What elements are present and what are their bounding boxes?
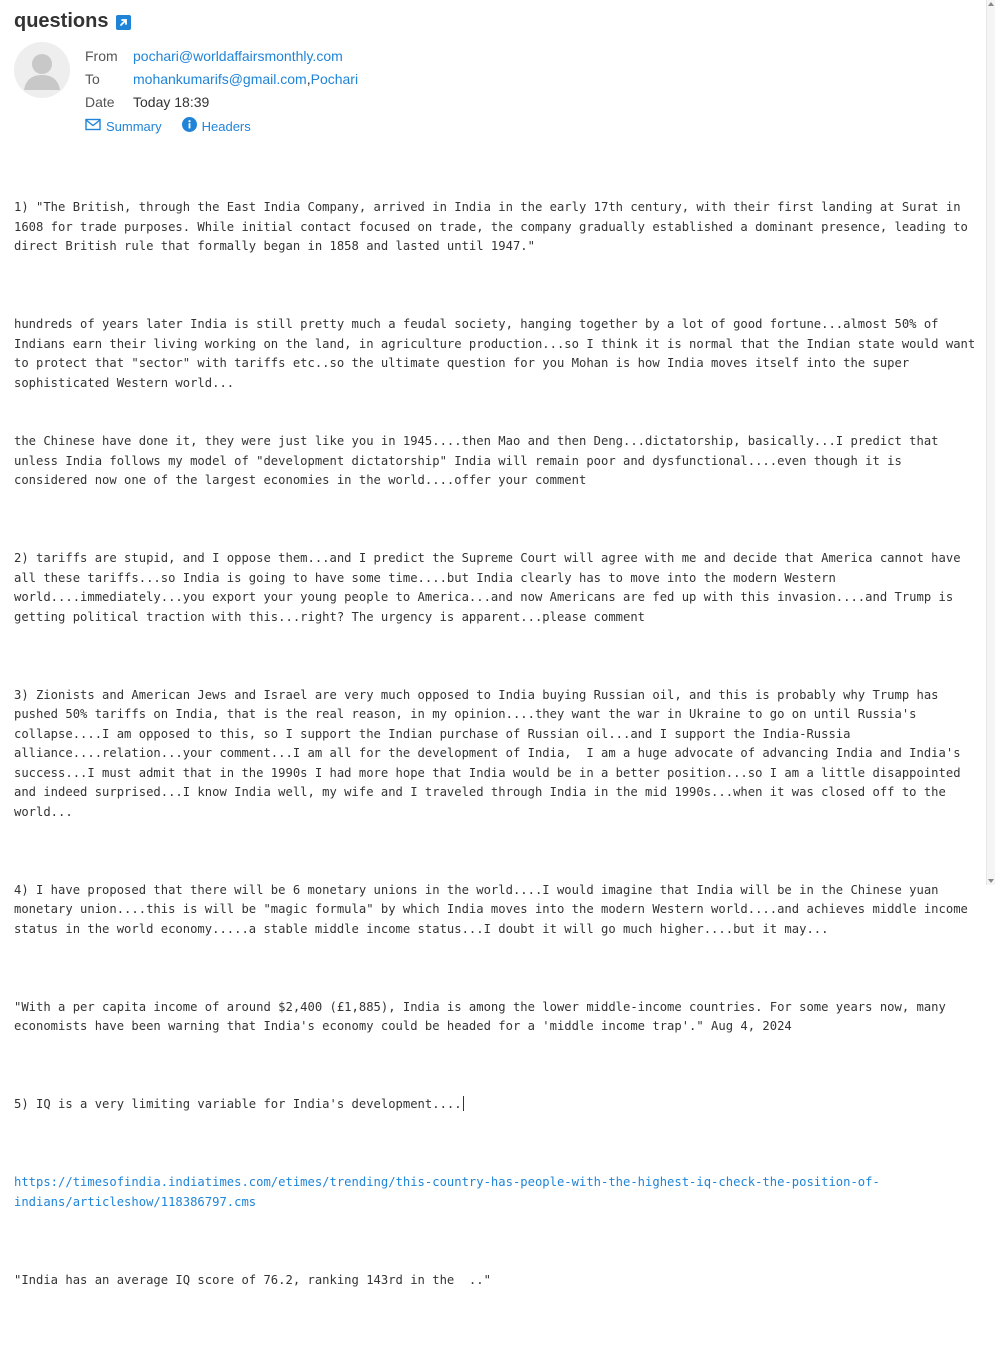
body-paragraph-2a: hundreds of years later India is still pretty much a feudal society, hanging together by a lot of good fortune...almost 50% of Indians earn their living working on the land, in agriculture production...so I think it is normal that the Indian state would want to protect that "sector" with tariffs etc..so the ultimate question for you Mohan is how India moves itself into the super sophisticated Western world... [14, 317, 983, 390]
to-address-link[interactable]: mohankumarifs@gmail.com [133, 70, 307, 87]
to-row [85, 67, 358, 90]
scroll-up-arrow-icon[interactable] [988, 2, 994, 6]
body-paragraph-4: 3) Zionists and American Jews and Israel are very much opposed to India buying Russian oil, and this is probably why Trump has pushed 50% tariffs on India, that is the real reason, in my opinion....they want the war in Ukraine to go on until Russia's collapse....I am opposed to this, so I support the Indian purchase of Russian oil...and I support the India-Russia alliance....relation...your comment...I am all for the development of India, I am a huge advocate of advancing India and India's success...I must admit that in the 1990s I had more hope that India would be in a better position...so I am a little disappointed and indeed surprised...I know India well, my wife and I traveled through India in the mid 1990s...when it was closed off to the world... [14, 687, 968, 819]
to-contact-link[interactable]: Pochari [310, 70, 359, 87]
from-row [85, 44, 358, 67]
summary-label: Summary [106, 118, 162, 134]
envelope-icon [85, 118, 101, 134]
user-avatar-icon [14, 42, 70, 98]
body-link-paragraph [14, 1173, 980, 1212]
to-separator: , [306, 70, 311, 87]
email-subject [14, 10, 131, 33]
date-label: Date [85, 93, 115, 110]
body-paragraph-5: 4) I have proposed that there will be 6 monetary unions in the world....I would imagine that India will be in the Chinese yuan monetary union....this is will be "magic formula" by which India moves into the modern Western world....and achieves middle income status in the world economy.....a stable middle income status...I doubt it will go much higher....but it may... [14, 882, 976, 936]
summary-button[interactable] [85, 117, 162, 135]
body-paragraph-6: "With a per capita income of around $2,400 (£1,885), India is among the lower middle-income countries. For some years now, many economists have been warning that India's economy could be headed for a 'middle income trap'." Aug 4, 2024 [14, 999, 954, 1033]
date-row [85, 90, 358, 113]
to-label: To [85, 70, 100, 87]
header-actions [85, 117, 251, 135]
headers-label: Headers [201, 118, 251, 134]
text-cursor [463, 1096, 464, 1111]
body-paragraph-7-text: 5) IQ is a very limiting variable for India's development.... [14, 1097, 462, 1111]
message-headers [85, 44, 358, 113]
date-value: Today 18:39 [133, 93, 210, 110]
body-paragraph-8: "India has an average IQ score of 76.2, ranking 143rd in the .." [14, 1272, 491, 1287]
body-paragraph-1: 1) "The British, through the East India Company, arrived in India in the early 17th century, with their first landing at Surat in 1608 for trade purposes. While initial contact focused on trade, the company gradually established a dominant presence, leading to direct British rule that formally began in 1858 and lasted until 1947." [14, 200, 976, 253]
external-link-icon[interactable] [116, 15, 131, 30]
vertical-scrollbar[interactable] [986, 0, 995, 885]
scroll-down-arrow-icon[interactable] [988, 879, 994, 883]
article-link[interactable]: https://timesofindia.indiatimes.com/etimes/trending/this-country-has-people-with-the-highest-iq-check-the-position-of-indians/articleshow/118386797.cms [14, 1175, 880, 1209]
body-paragraph-3: 2) tariffs are stupid, and I oppose them...and I predict the Supreme Court will agree with me and decide that America cannot have all these tariffs...so India is going to have some time....but India clearly has to move into the modern Western world....immediately...you export your young people to America...and now Americans are fed up with this invasion....and Trump is getting political traction with this...right? The urgency is apparent...please comment [14, 551, 968, 624]
from-label: From [85, 47, 118, 64]
subject-text: questions [14, 10, 109, 32]
message-body[interactable] [14, 159, 983, 1349]
body-paragraph-7 [14, 1095, 980, 1115]
headers-button[interactable] [182, 117, 251, 135]
info-icon [182, 117, 197, 135]
body-paragraph-2b: the Chinese have done it, they were just like you in 1945....then Mao and then Deng...dictatorship, basically...I predict that unless India follows my model of "development dictatorship" India will remain poor and dysfunctional....even though it is considered now one of the largest economies in the world....offer your comment [14, 434, 946, 487]
from-address-link[interactable]: pochari@worldaffairsmonthly.com [133, 47, 343, 64]
